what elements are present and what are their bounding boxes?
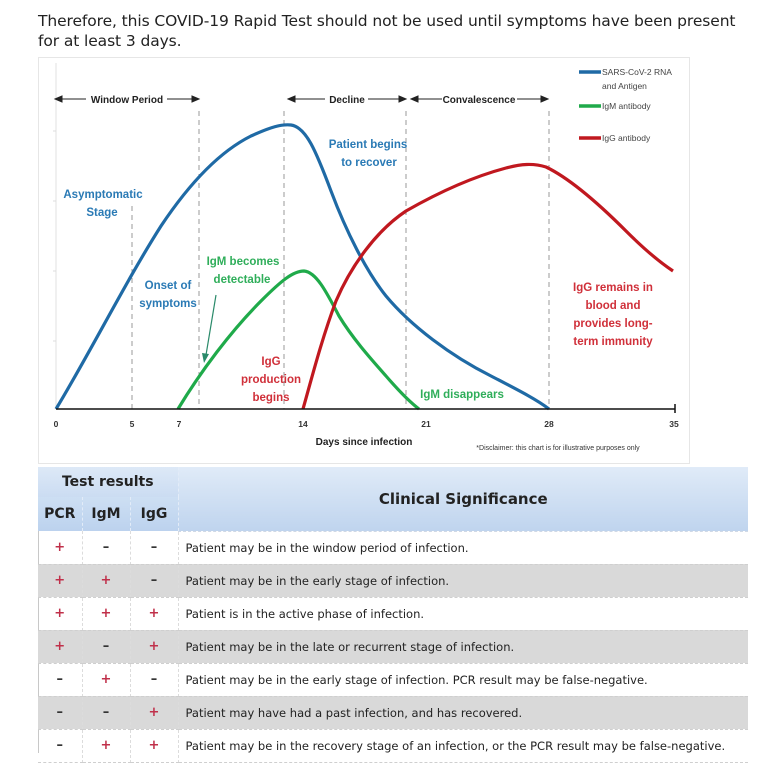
pcr-result: – [38,696,82,729]
intro-text: Therefore, this COVID-19 Rapid Test should not be used until symptoms have been present for at least 3 days. [38,12,736,50]
svg-text:production: production [240,374,302,386]
svg-text:IgM antibody: IgM antibody [602,101,651,111]
significance-text: Patient may be in the window period of infection. [178,531,748,564]
legend [579,67,672,143]
svg-text:Stage: Stage [86,207,118,219]
pcr-result: – [38,729,82,762]
svg-text:and Antigen: and Antigen [602,81,647,91]
svg-text:blood and: blood and [585,300,641,312]
svg-text:14: 14 [298,419,308,429]
header-test-results: Test results [38,467,178,497]
igm-result: – [82,630,130,663]
svg-text:symptoms: symptoms [139,298,197,310]
svg-text:5: 5 [129,419,135,429]
header-clinical-significance: Clinical Significance [178,467,748,531]
pcr-result: + [38,630,82,663]
significance-text: Patient is in the active phase of infection. [178,597,748,630]
table-row [38,531,748,564]
annotation-igm-disappears: IgM disappears [420,389,504,401]
pcr-result: + [38,531,82,564]
igm-result: + [82,729,130,762]
igg-result: + [130,729,178,762]
svg-text:IgG antibody: IgG antibody [602,133,651,143]
test-results-table [38,467,748,763]
igg-result: + [130,597,178,630]
phase-label-window: Window Period [90,95,164,106]
annotation-asymptomatic: Asymptomatic [63,189,143,201]
svg-text:detectable: detectable [213,274,271,286]
igg-result: + [130,696,178,729]
significance-text: Patient may be in the early stage of infection. [178,564,748,597]
pcr-result: + [38,597,82,630]
annotation-onset: Onset of [144,280,192,292]
igm-pointer-arrow [206,295,216,355]
svg-text:35: 35 [669,419,679,429]
table-row [38,729,748,762]
phase-label-convalescence: Convalescence [442,95,516,106]
svg-text:term immunity: term immunity [573,336,653,348]
igg-result: – [130,663,178,696]
table-row [38,663,748,696]
significance-text: Patient may be in the early stage of infection. PCR result may be false-negative. [178,663,748,696]
annotation-recover: Patient begins [328,139,408,151]
header-pcr: PCR [38,497,82,531]
igm-result: – [82,696,130,729]
svg-text:begins: begins [252,392,290,404]
table-row [38,564,748,597]
header-igm: IgM [82,497,130,531]
header-igg: IgG [130,497,178,531]
pcr-result: – [38,663,82,696]
igm-result: + [82,564,130,597]
igm-result: + [82,597,130,630]
significance-text: Patient may have had a past infection, and has recovered. [178,696,748,729]
phase-label-decline: Decline [329,95,365,106]
svg-text:SARS-CoV-2 RNA: SARS-CoV-2 RNA [602,67,672,77]
igg-result: + [130,630,178,663]
x-tick-labels [54,419,679,429]
disclaimer: *Disclaimer: this chart is for illustrative purposes only [476,445,640,452]
rna-antigen-curve [56,125,549,409]
svg-text:7: 7 [176,419,182,429]
svg-text:to recover: to recover [341,157,397,169]
table-row [38,696,748,729]
antibody-timeline-chart [38,57,690,464]
phase-dividers [132,111,549,409]
table-row [38,597,748,630]
igg-result: – [130,564,178,597]
significance-text: Patient may be in the recovery stage of an infection, or the PCR result may be false-negative. [178,729,748,762]
svg-text:21: 21 [421,419,431,429]
igm-result: – [82,531,130,564]
x-axis-title: Days since infection [315,437,413,448]
igm-result: + [82,663,130,696]
pcr-result: + [38,564,82,597]
annotation-igm-detectable: IgM becomes [206,256,280,268]
table-row [38,630,748,663]
svg-text:0: 0 [53,419,59,429]
significance-text: Patient may be in the late or recurrent stage of infection. [178,630,748,663]
annotation-igg-remains: IgG remains in [573,282,653,294]
svg-text:provides long-: provides long- [573,318,653,330]
annotation-igg-begins: IgG [261,356,281,368]
svg-text:28: 28 [544,419,554,429]
igg-result: – [130,531,178,564]
